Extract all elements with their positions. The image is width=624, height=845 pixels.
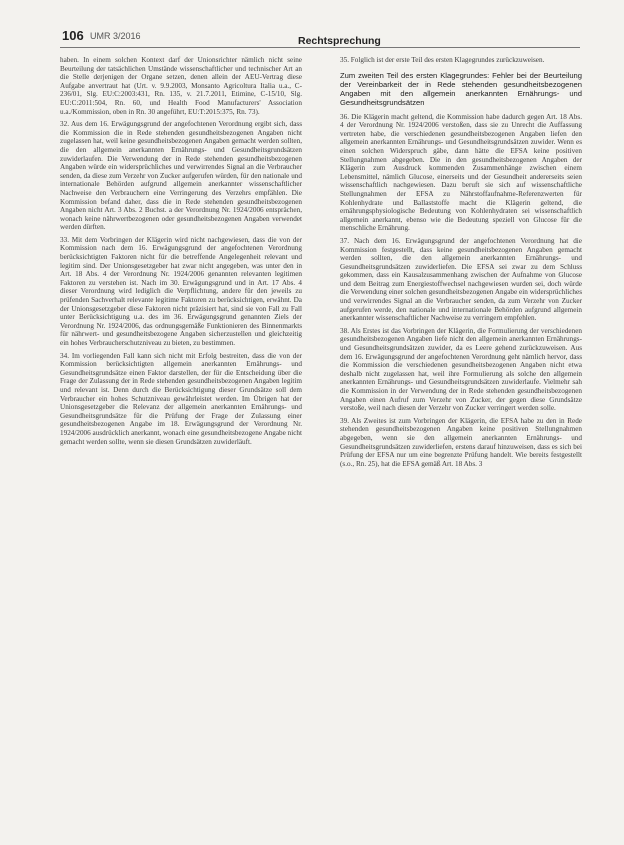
left-column (60, 56, 302, 831)
section-title: Rechtsprechung (298, 35, 381, 47)
header-rule (60, 47, 580, 48)
paragraph: haben. In einem solchen Kontext darf der Unionsrichter nämlich nicht seine Beurteilung der tatsächlichen Umstände wissenschaftlicher und technischer Art an die Stelle derjenigen der Organe setzen, denen allein der AEU-Vertrag diese Aufgabe anvertraut hat (Urt. v. 9.9.2003, Monsanto Agricoltura Italia u.a., C-236/01, Slg. EU:C:2003:431, Rn. 135, v. 21.7.2011, Etimine, C-15/10, Slg. EU:C:2011:504, Rn. 60, und Health Food Manufacturers' Association u.a./Kommission, oben in Rn. 30 angeführt, EU:T:2015:375, Rn. 73). (60, 56, 302, 116)
page-header (60, 26, 580, 48)
paragraph: 35. Folglich ist der erste Teil des ersten Klagegrundes zurückzuweisen. (340, 56, 545, 64)
page-number: 106 (62, 28, 84, 43)
paragraph: 39. Als Zweites ist zum Vorbringen der Klägerin, die EFSA habe zu den in Rede stehenden gesundheitsbezogenen Angaben keine positiven Stellungnahmen abgegeben, wenn sie den allgemein anerkannten Ernährungs- und Gesundheitsgrundsätzen zuwiderliefen, erstens darauf hinzuweisen, dass es sich bei Prüfung der EFSA nur um eine begrenzte Prüfung handelt. Wie bereits festgestellt (s.o., Rn. 25), hat die EFSA gemäß Art. 18 Abs. 3 (340, 416, 582, 468)
paragraph: 37. Nach dem 16. Erwägungsgrund der angefochtenen Verordnung hat die Kommission festgestellt, dass keine gesundheitsbezogenen Angaben gemacht werden sollten, die den allgemein anerkannten Ernährungs- und Gesundheitsgrundsätzen zuwiderliefen. Die EFSA sei zwar zu dem Schluss gekommen, dass ein Kausalzusammenhang zwischen der Aufnahme von Glucose und dem Beitrag zum Energiestoffwechsel nachgewiesen wurden sei, doch würde die Verwendung einer solchen gesundheitsbezogenen Angabe ein widersprüchliches und verwirrendes Signal an die Verbraucher senden, da zum Verzehr von Zucker aufgerufen werde, den nationale und internationale Behörden aufgrund allgemein anerkannter wissenschaftlicher Nachweise zu verringern empfehlen. (340, 236, 582, 323)
journal-label: UMR 3/2016 (90, 31, 141, 41)
paragraph: 38. Als Erstes ist das Vorbringen der Klägerin, die Formulierung der verschiedenen gesundheitsbezogenen Angaben liefe nicht den allgemein anerkannten Ernährungs- und Gesundheitsgrundsätzen zuwider, da es Leere gehend zurückzuweisen. Aus dem 16. Erwägungsgrund der angefochtenen Verordnung geht nämlich hervor, dass die Kommission die verschiedenen gesundheitsbezogenen Angaben nicht etwa deshalb nicht zugelassen hat, weil ihre Formulierung als solche den allgemein anerkannten Ernährungs- und Gesundheitsgrundsätzen zuwiderlaufe. Vielmehr sah die Kommission in der Verwendung der in Rede stehenden gesundheitsbezogenen Angaben einen Aufruf zum Verzehr von Zucker, der gegen diese Grundsätze verstoße, weil nach diesen der Verzehr von Zucker verringert werden solle. (340, 326, 582, 413)
paragraph: 32. Aus dem 16. Erwägungsgrund der angefochtenen Verordnung ergibt sich, dass die Kommission die in Rede stehenden gesundheitsbezogenen Angaben nicht zugelassen hat, weil keine gesundheitsbezogenen Angaben gemacht werden sollten, die den allgemein anerkannten Ernährungs- und Gesundheitsgrundsätzen zuwiderlaufen. Die Verwendung der in Rede stehenden gesundheitsbezogenen Angaben würde ein widersprüchliches und verwirrendes Signal an die Verbraucher senden, da diese zum Verzehr von Zucker aufgerufen würden, für den nationale und internationale Behörden aufgrund allgemein anerkannter wissenschaftlicher Nachweise den Verbrauchern eine Verringerung des Verzehrs empfählen. Die Kommission befand daher, dass die in Rede stehenden gesundheitsbezogenen Angaben nicht Art. 3 Abs. 2 Buchst. a der Verordnung Nr. 1924/2006 entsprächen, wonach keine nährwertbezogenen oder gesundheitsbezogenen Angaben verwendet werden dürften. (60, 120, 302, 232)
subsection-heading: Zum zweiten Teil des ersten Klagegrundes: Fehler bei der Beurteilung der Vereinbarkeit der in Rede stehenden gesundheitsbezogenen Angaben mit den allgemein anerkannten Ernährungs- und Gesundheitsgrundsätzen (340, 70, 582, 107)
paragraph: 34. Im vorliegenden Fall kann sich nicht mit Erfolg bestreiten, dass die von der Kommission berücksichtigten allgemein anerkannten Ernährungs- und Gesundheitsgrundsätze einen Faktor darstellen, der für die Entscheidung über die Frage der Zulassung der in Rede stehenden gesundheitsbezogenen Angaben legitim und relevant ist. Denn durch die Berücksichtigung dieser Grundsätze soll dem Verbraucher ein hohes Schutzniveau gewährleistet werden. Im Übrigen hat der Unionsgesetzgeber die Relevanz der allgemein anerkannten Ernährungs- und Gesundheitsgrundsätze für die Prüfung der Frage der Zulassung einer gesundheitsbezogenen Angabe im 18. Erwägungsgrund der Verordnung Nr. 1924/2006 ausdrücklich anerkannt, wonach eine gesundheitsbezogene Angabe nicht gemacht werden sollte, wenn sie diesen Grundsätzen zuwiderläuft. (60, 351, 302, 446)
paragraph: 33. Mit dem Vorbringen der Klägerin wird nicht nachgewiesen, dass die von der Kommission nach dem 16. Erwägungsgrund der angefochtenen Verordnung berücksichtigten Faktoren nicht für die betreffende Angelegenheit relevant und legitim sind. Der Unionsgesetzgeber hat zwar nicht angegeben, was unter den in Art. 18 Abs. 4 der Verordnung Nr. 1924/2006 genannten relevanten legitimen Faktoren zu verstehen ist. Nach im 30. Erwägungsgrund und in Art. 17 Abs. 4 dieser Verordnung wird lediglich die Verpflichtung, andere für den jeweils zu prüfenden Sachverhalt relevante legitime Faktoren zu berücksichtigen, erwähnt. Da der Unionsgesetzgeber diese Faktoren nicht präzisiert hat, sind sie von Fall zu Fall unter Berücksichtigung u.a. des im 36. Erwägungsgrund genannten Ziels der Verordnung Nr. 1924/2006, das ordnungsgemäße Funktionieren des Binnenmarkts für nährwert- und gesundheitsbezogene Angaben sicherzustellen und gleichzeitig ein hohes Verbraucherschutzniveau zu bieten, zu bestimmen. (60, 235, 302, 347)
right-column (340, 56, 582, 831)
paragraph: 36. Die Klägerin macht geltend, die Kommission habe dadurch gegen Art. 18 Abs. 4 der Verordnung Nr. 1924/2006 verstoßen, dass sie zu Unrecht die Auffassung vertreten habe, die verschiedenen gesundheitsbezogenen Angaben liefen den allgemein anerkannten Ernährungs- und Gesundheitsgrundsätzen zuwider. Wenn es einen solchen Widerspruch gäbe, dann hätte die EFSA keine positiven Stellungnahmen abgegeben. Die in den gesundheitsbezogenen Angaben der Klägerin zum Ausdruck kommenden Zusammenhänge zwischen einem Lebensmittel, nämlich Glucose, einerseits und der Gesundheit andererseits seien wissenschaftlich nachgewiesen. Dazu beruft sie sich auf wissenschaftliche Stellungnahmen der EFSA zu Nährstoffaufnahme-Referenzwerten für Kohlenhydrate und Ballaststoffe macht die Klägerin geltend, die ernährungsphysiologische Bedeutung von Kohlenhydraten sei wissenschaftlich allgemein anerkannt, ebenso wie die Bedeutung speziell von Glucose für die menschliche Ernährung. (340, 112, 582, 233)
